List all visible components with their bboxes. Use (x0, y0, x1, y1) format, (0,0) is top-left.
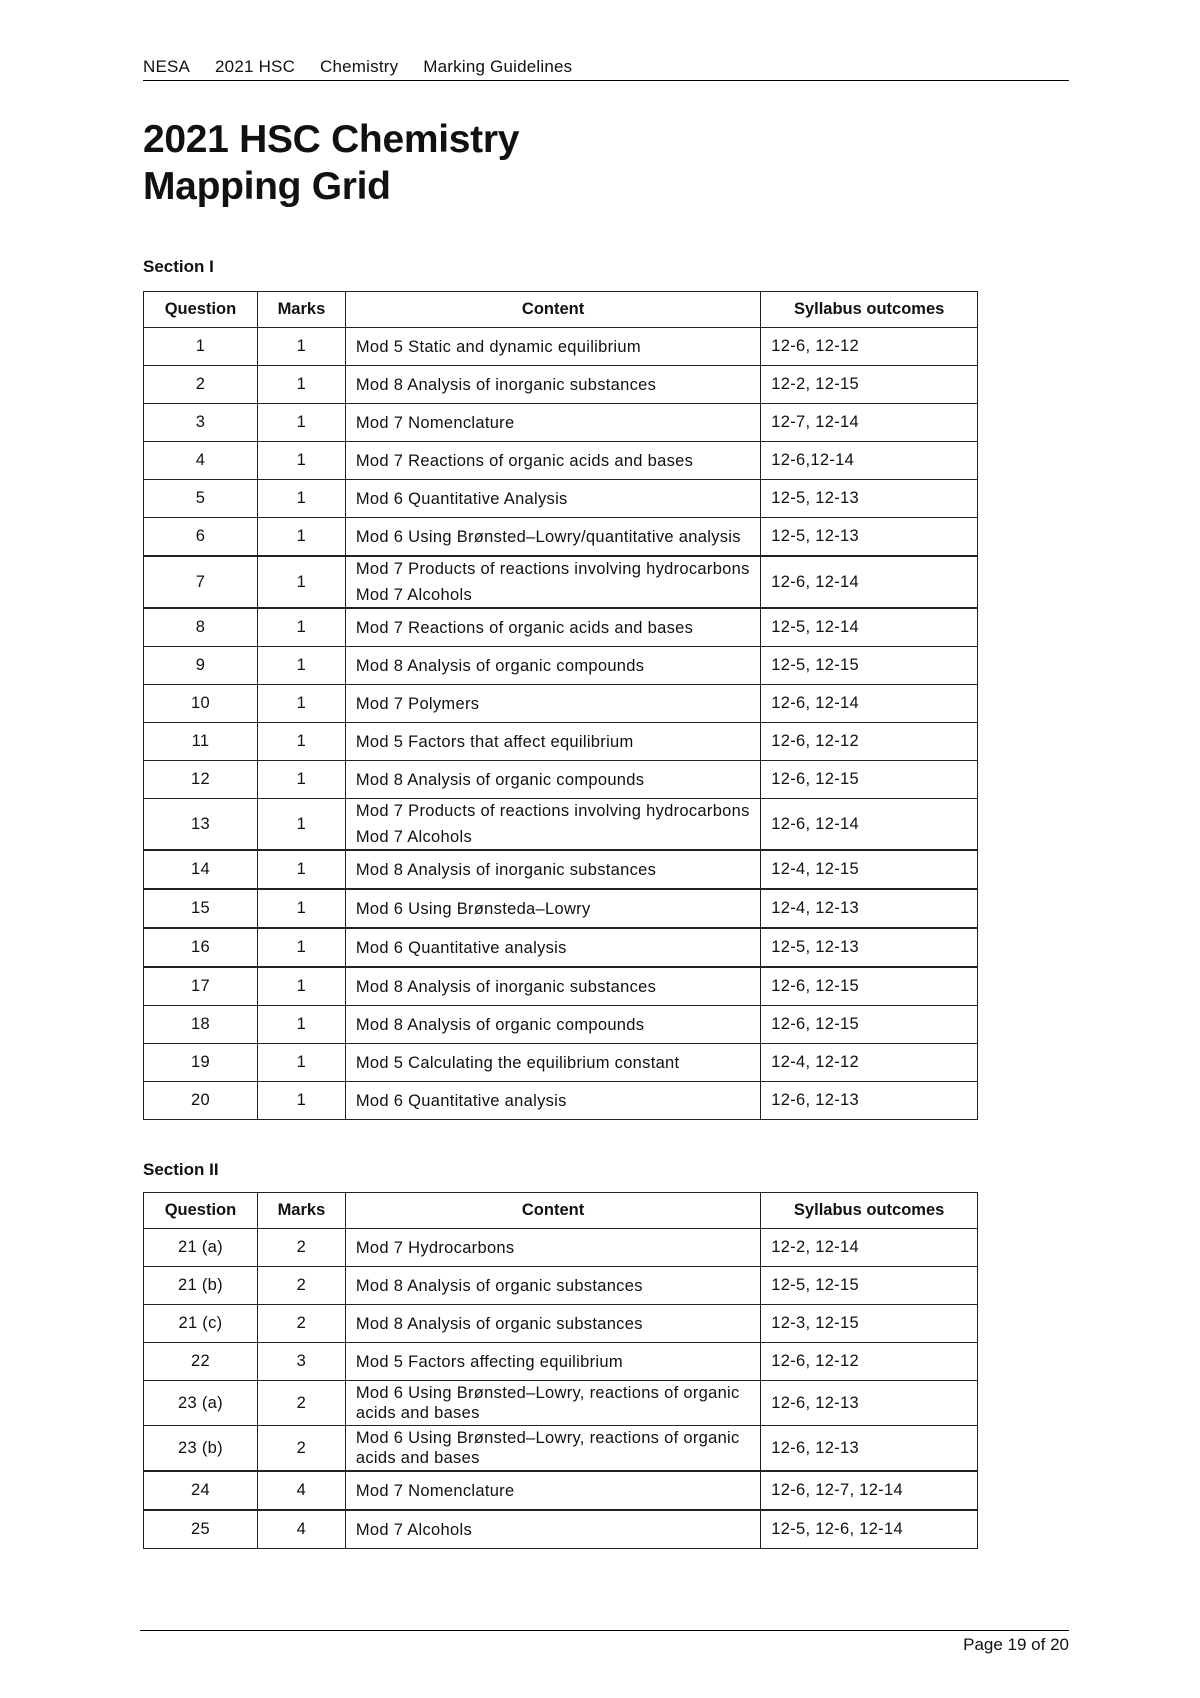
column-header-question: Question (144, 292, 258, 328)
outcomes-cell: 12-3, 12-15 (761, 1305, 978, 1343)
content-line: Mod 6 Using Brønsted–Lowry/quantitative analysis (355, 527, 741, 546)
table-row (144, 556, 978, 608)
content-cell (345, 1343, 760, 1381)
outcomes-cell: 12-6, 12-14 (761, 685, 978, 723)
outcomes-cell: 12-5, 12-13 (761, 480, 978, 518)
content-line: Mod 8 Analysis of organic compounds (355, 770, 645, 789)
content-cell (345, 1510, 760, 1549)
question-cell: 5 (144, 480, 258, 518)
title-line-1: 2021 HSC Chemistry (143, 118, 520, 161)
marks-cell: 1 (257, 723, 345, 761)
table-row (144, 518, 978, 557)
question-cell: 13 (144, 799, 258, 851)
question-cell: 19 (144, 1044, 258, 1082)
question-cell: 7 (144, 556, 258, 608)
table-row (144, 967, 978, 1006)
outcomes-cell: 12-5, 12-14 (761, 608, 978, 647)
outcomes-cell: 12-6, 12-12 (761, 1343, 978, 1381)
marks-cell: 1 (257, 442, 345, 480)
outcomes-cell: 12-6, 12-14 (761, 556, 978, 608)
table-row (144, 1343, 978, 1381)
page-title (143, 116, 519, 210)
outcomes-cell: 12-5, 12-15 (761, 1267, 978, 1305)
question-cell: 1 (144, 328, 258, 366)
content-line: Mod 8 Analysis of organic compounds (355, 656, 645, 675)
question-cell: 23 (a) (144, 1381, 258, 1426)
marks-cell: 1 (257, 799, 345, 851)
header-doc-type: Marking Guidelines (423, 57, 573, 76)
content-line: Mod 7 Alcohols (355, 828, 472, 846)
content-line: Mod 5 Calculating the equilibrium constant (355, 1053, 680, 1072)
question-cell: 24 (144, 1471, 258, 1510)
outcomes-cell: 12-6, 12-7, 12-14 (761, 1471, 978, 1510)
content-line: Mod 8 Analysis of inorganic substances (355, 977, 657, 996)
marks-cell: 4 (257, 1510, 345, 1549)
content-line: Mod 6 Quantitative analysis (355, 938, 567, 957)
content-line: Mod 5 Factors that affect equilibrium (355, 732, 634, 751)
content-line: Mod 7 Nomenclature (355, 1481, 515, 1500)
content-cell (345, 608, 760, 647)
content-line: Mod 6 Quantitative Analysis (355, 489, 568, 508)
content-cell (345, 723, 760, 761)
marks-cell: 1 (257, 889, 345, 928)
table-row (144, 761, 978, 799)
outcomes-cell: 12-4, 12-13 (761, 889, 978, 928)
content-cell (345, 1082, 760, 1120)
outcomes-cell: 12-2, 12-15 (761, 366, 978, 404)
marks-cell: 1 (257, 608, 345, 647)
table-row (144, 366, 978, 404)
marks-cell: 1 (257, 1006, 345, 1044)
question-cell: 10 (144, 685, 258, 723)
table-row (144, 328, 978, 366)
content-cell (345, 1471, 760, 1510)
section-2-label: Section II (143, 1160, 219, 1179)
column-header-marks: Marks (257, 1193, 345, 1229)
marks-cell: 1 (257, 366, 345, 404)
table-row (144, 608, 978, 647)
table-row (144, 1381, 978, 1426)
marks-cell: 1 (257, 850, 345, 889)
content-cell (345, 518, 760, 557)
content-line: Mod 8 Analysis of organic compounds (355, 1015, 645, 1034)
content-cell (345, 761, 760, 799)
outcomes-cell: 12-6, 12-13 (761, 1426, 978, 1472)
outcomes-cell: 12-6, 12-12 (761, 723, 978, 761)
content-line: Mod 6 Using Brønsted–Lowry, reactions of organic acids and bases (355, 1384, 740, 1422)
page-footer (140, 1630, 1069, 1655)
marks-cell: 1 (257, 928, 345, 967)
outcomes-cell: 12-5, 12-6, 12-14 (761, 1510, 978, 1549)
outcomes-cell: 12-7, 12-14 (761, 404, 978, 442)
marks-cell: 2 (257, 1381, 345, 1426)
content-cell (345, 1381, 760, 1426)
marks-cell: 2 (257, 1426, 345, 1472)
outcomes-cell: 12-6, 12-13 (761, 1082, 978, 1120)
table-row (144, 1471, 978, 1510)
header-subject: Chemistry (320, 57, 399, 76)
table-row (144, 685, 978, 723)
table-row (144, 1044, 978, 1082)
table-row (144, 404, 978, 442)
content-line: Mod 7 Reactions of organic acids and bases (355, 618, 694, 637)
question-cell: 21 (c) (144, 1305, 258, 1343)
table-row (144, 1426, 978, 1472)
question-cell: 23 (b) (144, 1426, 258, 1472)
content-line: Mod 7 Products of reactions involving hydrocarbons (355, 560, 750, 578)
table-row (144, 1229, 978, 1267)
content-line: Mod 6 Using Brønsteda–Lowry (355, 899, 591, 918)
content-cell (345, 404, 760, 442)
marks-cell: 1 (257, 404, 345, 442)
page-header (143, 57, 1069, 81)
header-year: 2021 HSC (215, 57, 296, 76)
table-row (144, 1305, 978, 1343)
table-row (144, 928, 978, 967)
marks-cell: 1 (257, 518, 345, 557)
outcomes-cell: 12-5, 12-13 (761, 518, 978, 557)
question-cell: 12 (144, 761, 258, 799)
content-line: Mod 8 Analysis of inorganic substances (355, 375, 657, 394)
content-line: Mod 7 Products of reactions involving hydrocarbons (355, 802, 750, 820)
marks-cell: 1 (257, 480, 345, 518)
marks-cell: 1 (257, 1082, 345, 1120)
column-header-outcomes: Syllabus outcomes (761, 292, 978, 328)
outcomes-cell: 12-6, 12-12 (761, 328, 978, 366)
outcomes-cell: 12-4, 12-12 (761, 1044, 978, 1082)
question-cell: 14 (144, 850, 258, 889)
table-header-row (144, 1193, 978, 1229)
column-header-content: Content (345, 1193, 760, 1229)
question-cell: 16 (144, 928, 258, 967)
content-line: Mod 6 Quantitative analysis (355, 1091, 567, 1110)
outcomes-cell: 12-6, 12-15 (761, 1006, 978, 1044)
content-line: Mod 7 Alcohols (355, 1520, 472, 1539)
question-cell: 2 (144, 366, 258, 404)
table-row (144, 723, 978, 761)
content-cell (345, 1426, 760, 1472)
content-cell (345, 366, 760, 404)
outcomes-cell: 12-6, 12-13 (761, 1381, 978, 1426)
marks-cell: 1 (257, 556, 345, 608)
marks-cell: 4 (257, 1471, 345, 1510)
section-2-table (143, 1192, 978, 1549)
content-line: Mod 8 Analysis of inorganic substances (355, 860, 657, 879)
question-cell: 4 (144, 442, 258, 480)
content-cell (345, 647, 760, 685)
page-number: Page 19 of 20 (963, 1635, 1069, 1654)
table-row (144, 850, 978, 889)
outcomes-cell: 12-4, 12-15 (761, 850, 978, 889)
table-row (144, 480, 978, 518)
content-cell (345, 889, 760, 928)
marks-cell: 1 (257, 328, 345, 366)
content-cell (345, 1305, 760, 1343)
content-cell (345, 967, 760, 1006)
section-1-rows (144, 328, 978, 1120)
table-row (144, 1510, 978, 1549)
content-line: Mod 6 Using Brønsted–Lowry, reactions of organic acids and bases (355, 1429, 740, 1467)
section-1-label: Section I (143, 257, 214, 276)
content-cell (345, 799, 760, 851)
question-cell: 9 (144, 647, 258, 685)
content-line: Mod 5 Static and dynamic equilibrium (355, 337, 641, 356)
content-cell (345, 850, 760, 889)
question-cell: 17 (144, 967, 258, 1006)
content-line: Mod 8 Analysis of organic substances (355, 1314, 643, 1333)
outcomes-cell: 12-6, 12-15 (761, 967, 978, 1006)
column-header-question: Question (144, 1193, 258, 1229)
outcomes-cell: 12-6, 12-15 (761, 761, 978, 799)
content-cell (345, 556, 760, 608)
content-line: Mod 7 Hydrocarbons (355, 1238, 515, 1257)
table-row (144, 647, 978, 685)
content-cell (345, 928, 760, 967)
question-cell: 18 (144, 1006, 258, 1044)
marks-cell: 1 (257, 967, 345, 1006)
content-line: Mod 7 Polymers (355, 694, 480, 713)
question-cell: 21 (b) (144, 1267, 258, 1305)
outcomes-cell: 12-6,12-14 (761, 442, 978, 480)
question-cell: 3 (144, 404, 258, 442)
marks-cell: 1 (257, 685, 345, 723)
marks-cell: 3 (257, 1343, 345, 1381)
outcomes-cell: 12-6, 12-14 (761, 799, 978, 851)
marks-cell: 1 (257, 761, 345, 799)
content-line: Mod 7 Reactions of organic acids and bases (355, 451, 694, 470)
content-line: Mod 7 Alcohols (355, 586, 472, 604)
column-header-outcomes: Syllabus outcomes (761, 1193, 978, 1229)
table-row (144, 442, 978, 480)
table-row (144, 1082, 978, 1120)
section-1-table (143, 291, 978, 1120)
marks-cell: 1 (257, 1044, 345, 1082)
title-line-2: Mapping Grid (143, 165, 391, 208)
question-cell: 22 (144, 1343, 258, 1381)
question-cell: 20 (144, 1082, 258, 1120)
outcomes-cell: 12-5, 12-15 (761, 647, 978, 685)
content-cell (345, 1267, 760, 1305)
content-line: Mod 8 Analysis of organic substances (355, 1276, 643, 1295)
table-row (144, 889, 978, 928)
question-cell: 11 (144, 723, 258, 761)
question-cell: 21 (a) (144, 1229, 258, 1267)
marks-cell: 2 (257, 1305, 345, 1343)
column-header-marks: Marks (257, 292, 345, 328)
marks-cell: 1 (257, 647, 345, 685)
question-cell: 8 (144, 608, 258, 647)
content-cell (345, 1044, 760, 1082)
marks-cell: 2 (257, 1229, 345, 1267)
section-2-rows (144, 1229, 978, 1549)
table-row (144, 799, 978, 851)
content-cell (345, 480, 760, 518)
content-cell (345, 685, 760, 723)
content-cell (345, 1229, 760, 1267)
table-row (144, 1006, 978, 1044)
column-header-content: Content (345, 292, 760, 328)
question-cell: 6 (144, 518, 258, 557)
content-cell (345, 442, 760, 480)
content-cell (345, 328, 760, 366)
outcomes-cell: 12-5, 12-13 (761, 928, 978, 967)
question-cell: 25 (144, 1510, 258, 1549)
content-line: Mod 7 Nomenclature (355, 413, 515, 432)
table-row (144, 1267, 978, 1305)
marks-cell: 2 (257, 1267, 345, 1305)
question-cell: 15 (144, 889, 258, 928)
outcomes-cell: 12-2, 12-14 (761, 1229, 978, 1267)
content-cell (345, 1006, 760, 1044)
content-line: Mod 5 Factors affecting equilibrium (355, 1352, 623, 1371)
table-header-row (144, 292, 978, 328)
header-org: NESA (143, 57, 191, 76)
